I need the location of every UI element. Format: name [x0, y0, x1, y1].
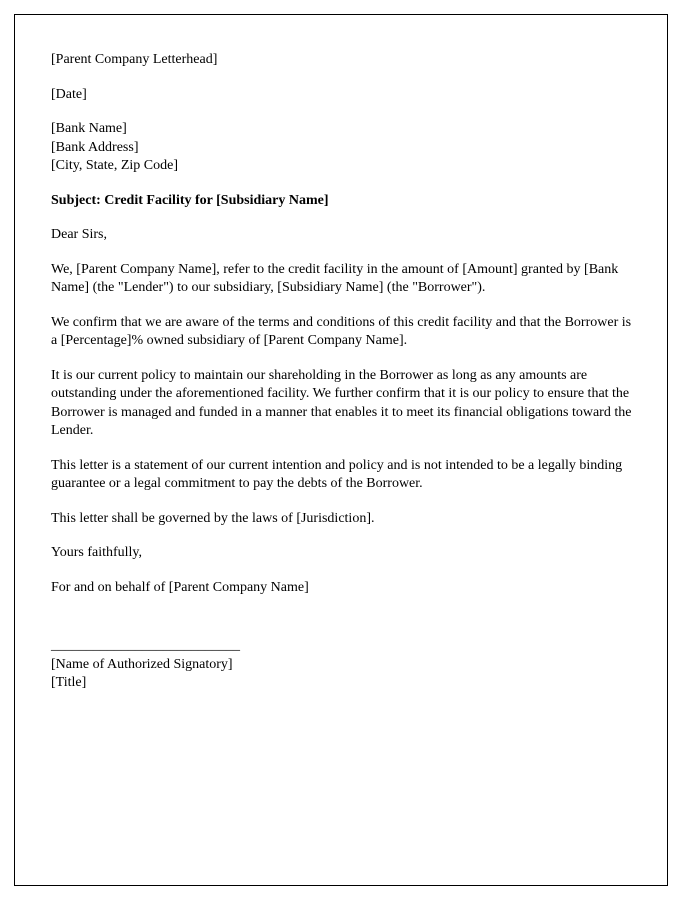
salutation: Dear Sirs, — [51, 227, 107, 242]
on-behalf-line: For and on behalf of [Parent Company Name] — [51, 579, 309, 595]
body-paragraph-1: We, [Parent Company Name], refer to the credit facility in the amount of [Amount] granted by [Bank Name] (the "Lender") to our subsidiary, [Subsidiary Name] (the "Borrower"). — [51, 261, 619, 295]
letterhead-placeholder: [Parent Company Letterhead] — [51, 52, 218, 67]
recipient-bank-name: [Bank Name] — [51, 121, 127, 136]
subject-line: Subject: Credit Facility for [Subsidiary Name] — [51, 192, 329, 208]
letter-content — [15, 15, 667, 693]
signature-block — [51, 637, 637, 693]
signatory-name: [Name of Authorized Signatory] — [51, 656, 233, 672]
recipient-city-state-zip: [City, State, Zip Code] — [51, 158, 179, 173]
body-paragraph-5: This letter shall be governed by the laws of [Jurisdiction]. — [51, 510, 375, 526]
signatory-title: [Title] — [51, 675, 87, 690]
letter-page — [14, 14, 668, 886]
closing: Yours faithfully, — [51, 545, 143, 560]
recipient-address-block — [51, 120, 637, 176]
body-paragraph-2: We confirm that we are aware of the terms and conditions of this credit facility and that the Borrower is a [Percentage]% owned subsidiary of [Parent Company Name]. — [51, 314, 632, 348]
date-placeholder: [Date] — [51, 86, 87, 102]
signature-line: ___________________________ — [51, 638, 240, 653]
body-paragraph-3: It is our current policy to maintain our shareholding in the Borrower as long as any amounts are outstanding under the aforementioned facility. We further confirm that it is our policy to ensure that the Borrower is managed and funded in a manner that enables it to meet its financial obligations toward the Lender. — [51, 367, 632, 438]
body-paragraph-4: This letter is a statement of our current intention and policy and is not intended to be a legally binding guarantee or a legal commitment to pay the debts of the Borrower. — [51, 457, 623, 491]
recipient-bank-address: [Bank Address] — [51, 139, 139, 155]
